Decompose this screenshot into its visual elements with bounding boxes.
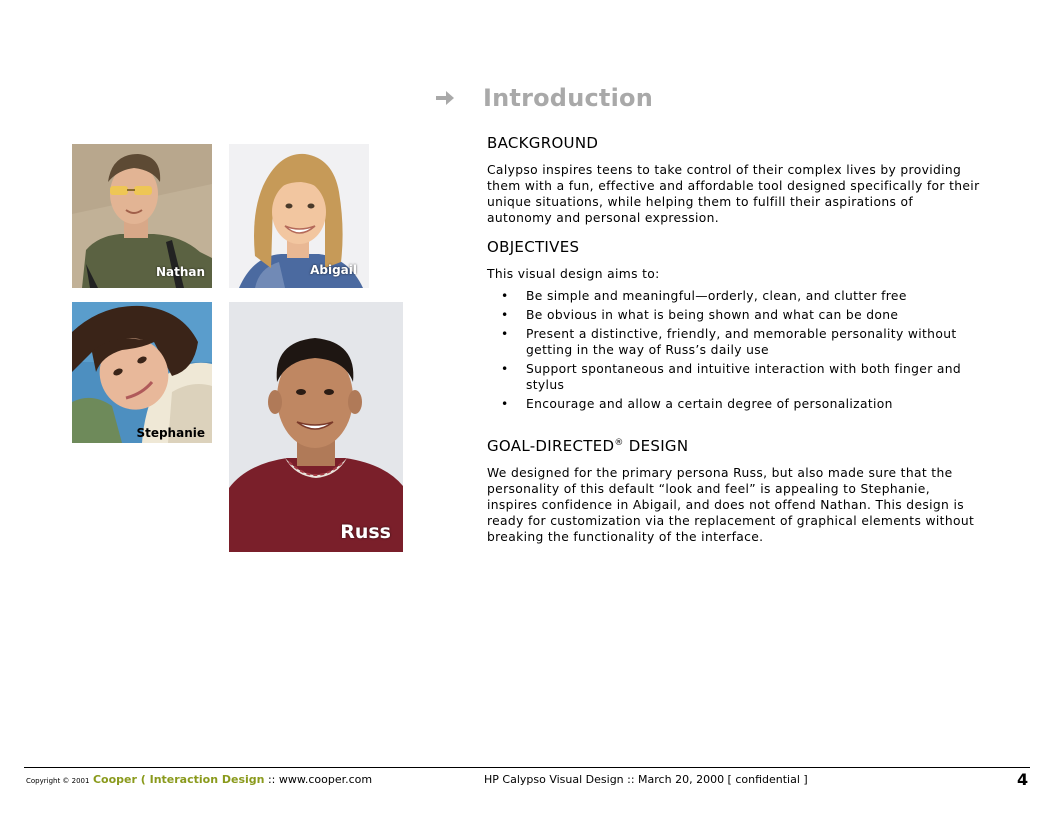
- footer-divider: [24, 767, 1030, 768]
- website-link[interactable]: :: www.cooper.com: [264, 773, 373, 786]
- copyright-text: Copyright © 2001: [26, 777, 90, 785]
- list-item: [487, 361, 982, 393]
- bullet-icon: •: [501, 308, 509, 322]
- list-item-text: Present a distinctive, friendly, and memorable personality without getting in the way of Russ’s daily use: [526, 327, 957, 357]
- list-item-text: Be simple and meaningful—orderly, clean, and clutter free: [526, 289, 907, 303]
- bullet-icon: •: [501, 362, 509, 376]
- intro-content: [487, 134, 982, 545]
- bullet-icon: •: [501, 289, 509, 303]
- page-header: [433, 82, 653, 114]
- footer-copyright: [26, 773, 372, 786]
- list-item-text: Be obvious in what is being shown and what can be done: [526, 308, 899, 322]
- photo-label-stephanie: Stephanie: [136, 426, 205, 440]
- footer-document-info: HP Calypso Visual Design :: March 20, 2000 [ confidential ]: [484, 773, 808, 786]
- photo-label-nathan: Nathan: [155, 265, 205, 279]
- photo-stephanie: [72, 302, 212, 443]
- list-item: [487, 326, 982, 358]
- objectives-heading: OBJECTIVES: [487, 238, 580, 256]
- background-text: Calypso inspires teens to take control of their complex lives by providing them with a fun, effective and affordable tool designed specifically for their unique situations, while helping them to fulfill their aspirations of autonomy and personal expression.: [487, 163, 980, 225]
- registered-mark: ®: [614, 438, 624, 448]
- objectives-intro: This visual design aims to:: [487, 267, 660, 281]
- photo-russ: [229, 302, 403, 552]
- bullet-icon: •: [501, 327, 509, 341]
- brand-link[interactable]: Cooper ( Interaction Design: [92, 773, 265, 786]
- goal-heading-tail: DESIGN: [623, 437, 689, 455]
- goal-heading-main: GOAL-DIRECTED: [487, 437, 615, 455]
- objectives-list: [487, 288, 982, 412]
- list-item: [487, 307, 982, 323]
- list-item-text: Support spontaneous and intuitive interaction with both finger and stylus: [526, 362, 962, 392]
- photo-nathan: [72, 144, 212, 288]
- photo-label-russ: Russ: [340, 521, 391, 543]
- arrow-right-icon: [433, 86, 457, 110]
- photo-label-abigail: Abigail: [310, 263, 357, 277]
- page-number: 4: [1017, 770, 1029, 789]
- page-title: Introduction: [483, 84, 653, 112]
- photo-abigail: [229, 144, 369, 288]
- list-item: [487, 288, 982, 304]
- goal-directed-text: We designed for the primary persona Russ, but also made sure that the personality of this default “look and feel” is appealing to Stephanie, inspires confidence in Abigail, and does not offend Nathan. This design is ready for customization via the replacement of graphical elements without breaking the functionality of the interface.: [487, 466, 975, 544]
- list-item-text: Encourage and allow a certain degree of personalization: [526, 397, 893, 411]
- background-heading: BACKGROUND: [487, 134, 599, 152]
- goal-directed-heading: [487, 437, 982, 455]
- bullet-icon: •: [501, 397, 509, 411]
- list-item: [487, 396, 982, 412]
